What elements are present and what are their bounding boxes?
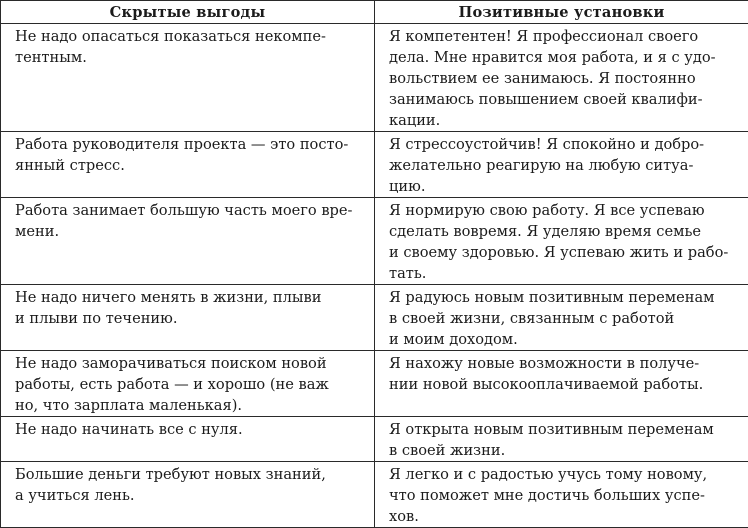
positive-attitude-cell: Я нахожу новые возможности в получе- нии новой высокооплачиваемой работы. <box>375 351 748 417</box>
header-row <box>1 1 748 24</box>
table-row <box>1 462 748 528</box>
positive-attitude-cell: Я компетентен! Я профессионал своего дела. Мне нравится моя работа, и я с удо- вольствием ее занимаюсь. Я постоянно занимаюсь повышением своей квалифи- кации. <box>375 24 748 132</box>
hidden-benefit-cell: Не надо опасаться показаться некомпе- тентным. <box>1 24 375 132</box>
table-row <box>1 417 748 462</box>
hidden-benefit-cell: Работа занимает большую часть моего вре- мени. <box>1 198 375 285</box>
header-hidden-benefits: Скрытые выгоды <box>1 1 375 24</box>
positive-attitude-cell: Я легко и с радостью учусь тому новому, что поможет мне достичь больших успе- хов. <box>375 462 748 528</box>
positive-attitude-cell: Я нормирую свою работу. Я все успеваю сделать вовремя. Я уделяю время семье и своему здоровью. Я успеваю жить и рабо- тать. <box>375 198 748 285</box>
table-row <box>1 198 748 285</box>
hidden-benefit-cell: Не надо начинать все с нуля. <box>1 417 375 462</box>
hidden-benefit-cell: Большие деньги требуют новых знаний, а учиться лень. <box>1 462 375 528</box>
hidden-benefit-cell: Не надо ничего менять в жизни, плыви и плыви по течению. <box>1 285 375 351</box>
header-positive-attitudes: Позитивные установки <box>375 1 748 24</box>
table-row <box>1 24 748 132</box>
hidden-benefit-cell: Работа руководителя проекта — это посто- янный стресс. <box>1 132 375 198</box>
table-row <box>1 285 748 351</box>
table-row <box>1 351 748 417</box>
positive-attitude-cell: Я радуюсь новым позитивным переменам в своей жизни, связанным с работой и моим доходом. <box>375 285 748 351</box>
table-row <box>1 132 748 198</box>
positive-attitude-cell: Я стрессоустойчив! Я спокойно и добро- желательно реагирую на любую ситуа- цию. <box>375 132 748 198</box>
hidden-benefit-cell: Не надо заморачиваться поиском новой работы, есть работа — и хорошо (не важ но, что зарплата маленькая). <box>1 351 375 417</box>
positive-attitude-cell: Я открыта новым позитивным переменам в своей жизни. <box>375 417 748 462</box>
